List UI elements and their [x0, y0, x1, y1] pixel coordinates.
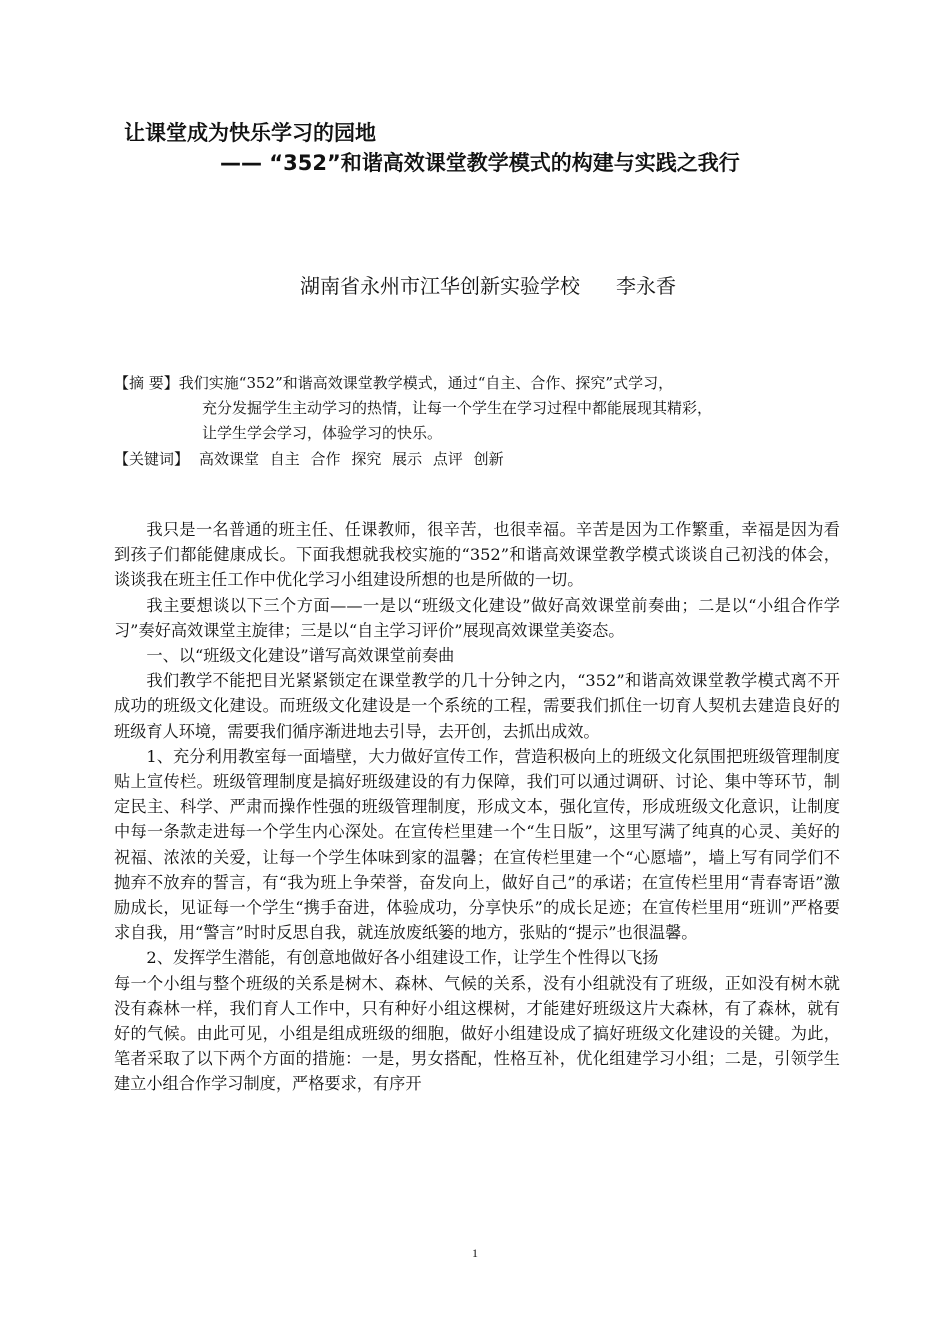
abstract-text: 我们实施“352”和谐高效课堂教学模式，通过“自主、合作、探究”式学习，: [178, 374, 674, 392]
body-paragraph: 1、充分利用教室每一面墙壁，大力做好宣传工作，营造积极向上的班级文化氛围把班级管理制度贴上宣传栏。班级管理制度是搞好班级建设的有力保障，我们可以通过调研、讨论、集中等环节，制定民主、科学、严肃而操作性强的班级管理制度，形成文本，强化宣传，形成班级文化意识，让制度中每一条款走进每一个学生内心深处。在宣传栏里建一个“生日版”，这里写满了纯真的心灵、美好的祝福、浓浓的关爱，让每一个学生体味到家的温馨；在宣传栏里建一个“心愿墙”，墙上写有同学们不抛弃不放弃的誓言，有“我为班上争荣誉，奋发向上，做好自己”的承诺；在宣传栏里用“青春寄语”激励成长，见证每一个学生“携手奋进，体验成功，分享快乐”的成长足迹；在宣传栏里用“班训”严格要求自我，用“警言”时时反思自我，就连放废纸篓的地方，张贴的“提示”也很温馨。: [114, 746, 840, 943]
body-text: [114, 517, 840, 1097]
page-subtitle: —— “352”和谐高效课堂教学模式的构建与实践之我行: [220, 151, 740, 175]
page-title: 让课堂成为快乐学习的园地: [124, 121, 376, 145]
body-paragraph: 我主要想谈以下三个方面——一是以“班级文化建设”做好高效课堂前奏曲；二是以“小组合作学习”奏好高效课堂主旋律；三是以“自主学习评价”展现高效课堂美姿态。: [114, 595, 840, 640]
subsection-heading: 2、发挥学生潜能，有创意地做好各小组建设工作，让学生个性得以飞扬: [146, 948, 659, 968]
keywords-label: 【关键词】: [114, 450, 190, 468]
abstract-label: 【摘 要】: [114, 374, 179, 392]
body-paragraph: 我们教学不能把目光紧紧锁定在课堂教学的几十分钟之内，“352”和谐高效课堂教学模式离不开成功的班级文化建设。而班级文化建设是一个系统的工程，需要我们抓住一切育人契机去建造良好的班级育人环境，需要我们循序渐进地去引导，去开创，去抓出成效。: [114, 671, 840, 741]
body-paragraph: 每一个小组与整个班级的关系是树木、森林、气候的关系，没有小组就没有了班级，正如没有树木就没有森林一样，我们育人工作中，只有种好小组这棵树，才能建好班级这片大森林，有了森林，就有好的气候。由此可见，小组是组成班级的细胞，做好小组建设成了搞好班级文化建设的关键。为此，笔者采取了以下两个方面的措施：一是，男女搭配，性格互补，优化组建学习小组；二是，引领学生建立小组合作学习制度，严格要求，有序开: [114, 973, 840, 1094]
page-number: 1: [472, 1246, 478, 1260]
author-name: 李永香: [616, 274, 676, 298]
abstract: [114, 371, 854, 446]
abstract-line: 让学生学会学习，体验学习的快乐。: [202, 424, 443, 442]
keywords: [114, 447, 504, 472]
section-heading: 一、以“班级文化建设”谱写高效课堂前奏曲: [146, 646, 455, 666]
body-paragraph: 我只是一名普通的班主任、任课教师，很辛苦，也很幸福。辛苦是因为工作繁重，幸福是因为看到孩子们都能健康成长。下面我想就我校实施的“352”和谐高效课堂教学模式谈谈自己初浅的体会，谈谈我在班主任工作中优化学习小组建设所想的也是所做的一切。: [114, 520, 840, 590]
author-line: [300, 270, 676, 302]
abstract-line: [114, 371, 854, 396]
keywords-list: 高效课堂 自主 合作 探究 展示 点评 创新: [199, 450, 504, 468]
abstract-line: 充分发掘学生主动学习的热情，让每一个学生在学习过程中都能展现其精彩，: [202, 399, 713, 417]
author-school: 湖南省永州市江华创新实验学校: [300, 274, 580, 298]
